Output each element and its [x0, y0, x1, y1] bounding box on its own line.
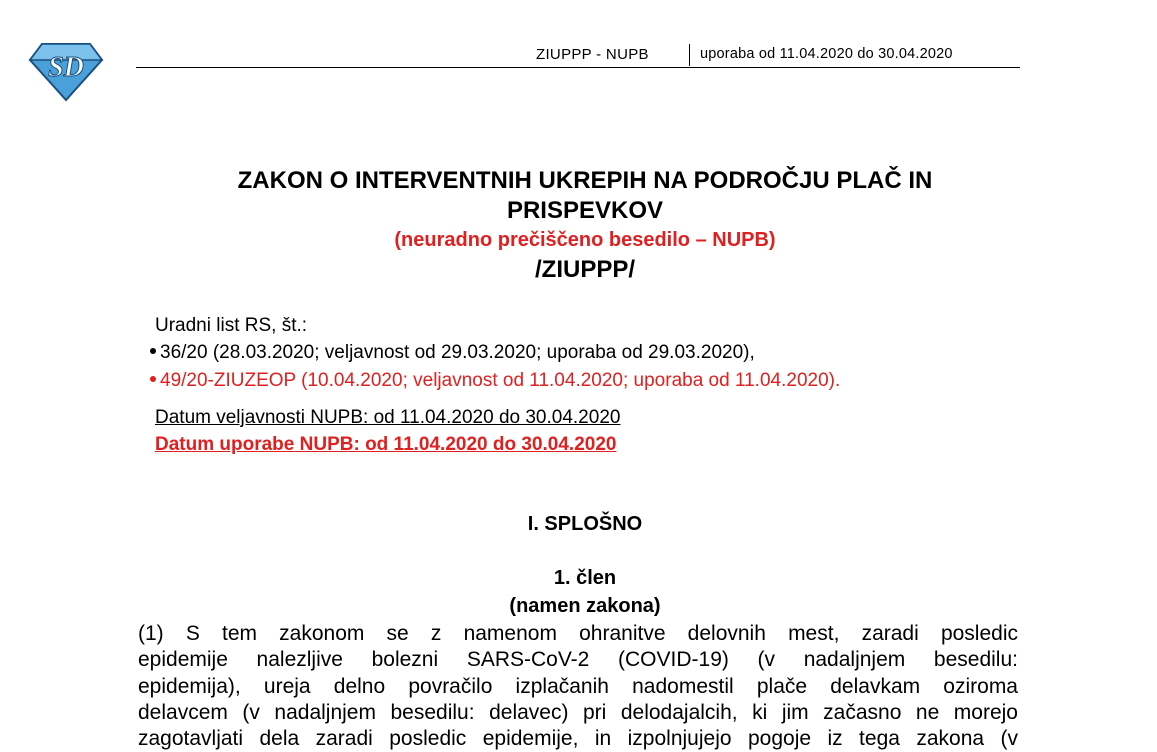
- law-abbreviation: /ZIUPPP/: [534, 256, 636, 283]
- header-divider: [689, 44, 690, 66]
- section-heading: I. SPLOŠNO: [527, 513, 643, 535]
- article-text-line: epidemije nalezljive bolezni SARS-CoV-2 (COVID-19) (v nadaljnjem besedilu:: [138, 648, 1018, 671]
- header-rule: [136, 67, 1020, 68]
- validity-date: Datum veljavnosti NUPB: od 11.04.2020 do 30.04.2020: [155, 407, 621, 428]
- article-text-line: epidemija), ureja delno povračilo izplačanih nadomestil plače delavkam oziroma: [138, 675, 1018, 698]
- gazette-item: [150, 342, 755, 364]
- article-text-line: (1) S tem zakonom se z namenom ohranitve delovnih mest, zaradi posledic: [138, 622, 1018, 645]
- header-usage-period: uporaba od 11.04.2020 do 30.04.2020: [700, 46, 953, 62]
- law-title-line-2: PRISPEVKOV: [506, 197, 664, 224]
- header-document-code: ZIUPPP - NUPB: [536, 46, 649, 63]
- law-title-line-1: ZAKON O INTERVENTNIH UKREPIH NA PODROČJU PLAČ IN: [237, 167, 933, 194]
- usage-date: Datum uporabe NUPB: od 11.04.2020 do 30.04.2020: [155, 434, 617, 455]
- bullet-icon: [150, 348, 156, 354]
- article-number: 1. člen: [553, 567, 617, 589]
- gazette-item: [150, 370, 840, 392]
- article-title: (namen zakona): [509, 595, 661, 617]
- law-subtitle: (neuradno prečiščeno besedilo – NUPB): [394, 229, 776, 251]
- article-text-line: delavcem (v nadaljnjem besedilu: delavec) pri delodajalcih, ki jim začasno ne morejo: [138, 701, 1018, 724]
- gazette-item-text: 49/20-ZIUZEOP (10.04.2020; veljavnost od 11.04.2020; uporaba od 11.04.2020).: [160, 370, 841, 391]
- bullet-icon: [150, 376, 156, 382]
- article-text-line: zagotavljati dela zaradi posledic epidemije, in izpolnjujejo pogoje iz tega zakona (v: [138, 727, 1018, 750]
- sd-diamond-logo-icon: [28, 40, 104, 102]
- svg-text:SD: SD: [48, 52, 84, 83]
- gazette-item-text: 36/20 (28.03.2020; veljavnost od 29.03.2020; uporaba od 29.03.2020),: [160, 342, 755, 363]
- gazette-label: Uradni list RS, št.:: [155, 315, 308, 336]
